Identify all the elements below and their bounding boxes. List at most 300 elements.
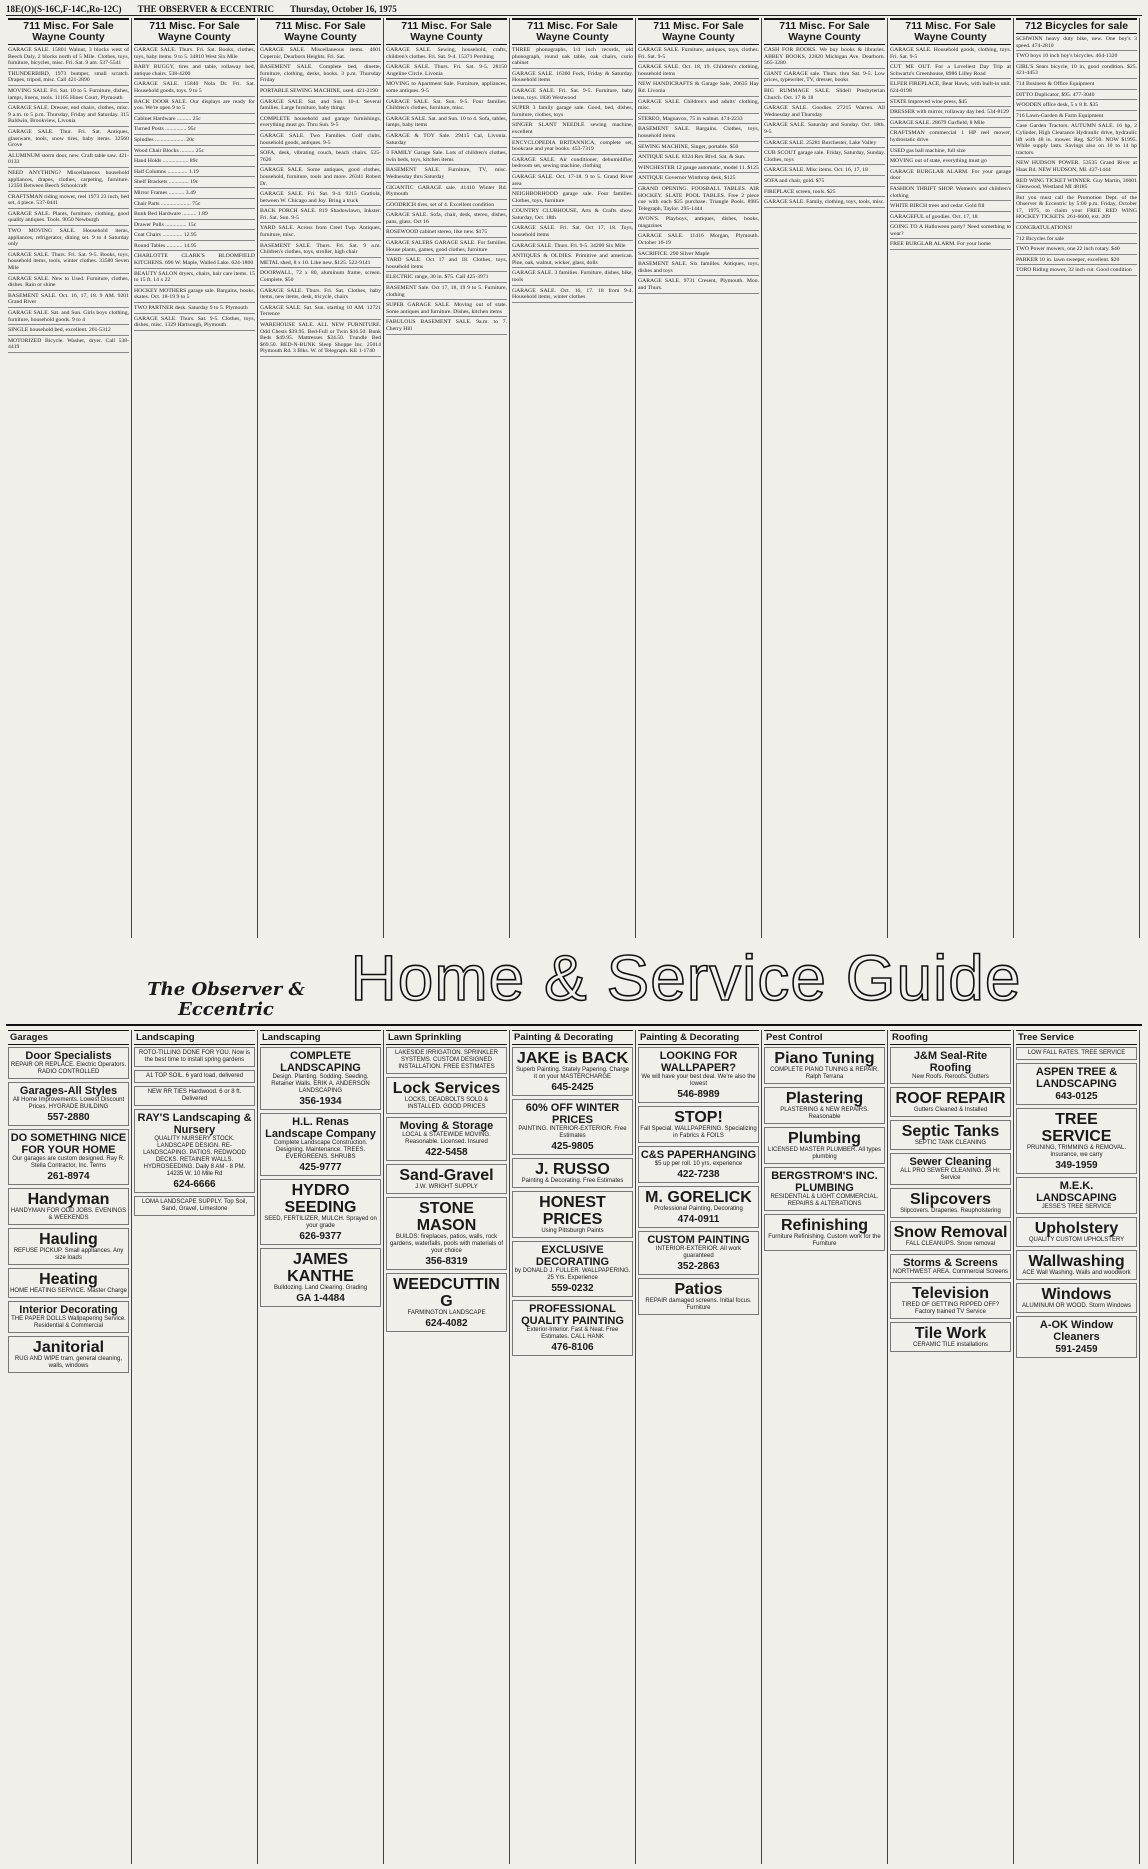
classified-ad: THREE phonographs, 1/4 inch records, old phonograph, round oak table, oak chairs, curio cabinet xyxy=(512,47,633,69)
classified-ad: ALUMINUM storm door, new. Craft table saw. 421-0133 xyxy=(8,153,129,168)
classified-ad: 714 Business & Office Equipment xyxy=(1016,81,1137,90)
service-ad-body: COMPLETE PIANO TUNING & REPAIR. Ralph Terrana xyxy=(770,1067,879,1080)
service-ad-body: ALL PRO SEWER CLEANING. 24 Hr. Service xyxy=(900,1168,1001,1181)
service-ad-body: Furniture Refinishing. Custom work for the Furniture xyxy=(768,1234,881,1247)
classified-ad: CRAFTSMAN commercial 1 HP reel mower, hydrostatic drive xyxy=(890,130,1011,145)
guide-column xyxy=(6,1030,132,1864)
classified-ad: CHARLOTTE CLARK'S BLOOMFIELD KITCHENS. 696 W. Maple, Walled Lake. 624-1800 xyxy=(134,253,255,268)
service-ad-body: Gutters Cleaned & Installed xyxy=(913,1107,988,1113)
classified-ad: ELFER FIREPLACE, Bear Hawk, with built-in unit. 624-0198 xyxy=(890,81,1011,96)
classified-ad: GARAGE SALE. Thurs. Fri. Sat. Books, clothes, toys, baby items. 9 to 5. 34810 West Six Mile xyxy=(134,47,255,62)
issue-date: Thursday, October 16, 1975 xyxy=(290,4,397,14)
classified-ad: NEIGHBORHOOD garage sale. Four families. Clothes, toys, furniture xyxy=(512,191,633,206)
service-ad-title: Septic Tanks xyxy=(901,1123,1000,1140)
classified-ad: GIRL'S Sears bicycle, 10 in, good condition. $25. 421-4453 xyxy=(1016,64,1137,79)
service-ad xyxy=(134,1086,255,1106)
service-ad-body: J.W. WRIGHT SUPPLY xyxy=(415,1184,478,1190)
service-ad-title: Sewer Cleaning xyxy=(909,1156,992,1168)
classified-ad: SOFA and chair, gold. $75 xyxy=(764,178,885,187)
classified-ad: GIANT GARAGE sale. Thurs. thru Sat. 9-5. Low prices, typewriter, TV, dresser, books xyxy=(764,71,885,86)
service-ad xyxy=(8,1228,129,1265)
classified-ad: ROSEWOOD cabinet stereo, like new. $175 xyxy=(386,229,507,238)
service-ad-body: NEW RR TIES Hardwood. 6 or 8 ft. Delivered xyxy=(147,1089,242,1102)
classified-ad: DRESSER with mirror, rollaway day bed. 534-8129 xyxy=(890,109,1011,118)
service-ad-title: CUSTOM PAINTING xyxy=(647,1234,750,1246)
classified-column xyxy=(888,18,1014,938)
service-ad-body: Fall Special. WALLPAPERING. Specializing in Fabrics & FOILS xyxy=(640,1126,757,1139)
service-ad-phone: 546-8989 xyxy=(677,1089,720,1100)
classified-ad: CUT ME OUT. For a Loveliest Day Trip at Schwartz's Greenhouse, 8986 Lilley Road xyxy=(890,64,1011,79)
classified-ad: Turned Posts ............... 95c xyxy=(134,126,255,135)
service-ad-title: JAKE is BACK xyxy=(516,1050,629,1067)
classified-ad: YARD SALE. Oct 17 and 18. Clothes, toys, household items xyxy=(386,257,507,272)
service-ad xyxy=(512,1099,633,1155)
service-ad-body: LAKESIDE IRRIGATION. SPRINKLER SYSTEMS. CUSTOM DESIGNED INSTALLATION. FREE ESTIMATES xyxy=(395,1050,498,1070)
service-ad-body: LICENSED MASTER PLUMBER. All types plumbing xyxy=(767,1147,882,1160)
classified-ad: BASEMENT SALE. Complete bed, dinette, furniture, clothing, desks, books. 3 p.m. Thursday Friday xyxy=(260,64,381,86)
classified-ad: BASEMENT SALE. Six families. Antiques, toys, dishes and toys xyxy=(638,261,759,276)
service-ad-phone: 624-6666 xyxy=(173,1179,216,1190)
classified-ad: SACRIFICE. 290 Silver Maple xyxy=(638,251,759,260)
service-ad-body: JESSE'S TREE SERVICE xyxy=(1041,1204,1112,1210)
service-ad xyxy=(764,1087,885,1124)
service-ad xyxy=(764,1167,885,1211)
guide-category-heading: Garages xyxy=(8,1030,129,1045)
service-ad-body: We will have your best deal. We're also the lowest xyxy=(641,1074,756,1087)
service-ad-phone: 425-9805 xyxy=(551,1141,594,1152)
classified-ad: CONGRATULATIONS! xyxy=(1016,225,1137,234)
service-ad-phone: 261-8974 xyxy=(47,1171,90,1182)
service-ad xyxy=(890,1087,1011,1117)
classified-ad: ANTIQUES & OLDIES. Primitive and american. Pine, oak, walnut, wicker, glass, dolls xyxy=(512,253,633,268)
guide-column xyxy=(132,1030,258,1864)
service-ad-body: LOCKS, DEADBOLTS SOLD & INSTALLED. GOOD PRICES xyxy=(404,1097,489,1110)
service-ad-body: HOME HEATING SERVICE. Master Charge xyxy=(10,1288,127,1294)
classified-column xyxy=(258,18,384,938)
service-ad-body: Our garages are custom designed. Ray R. Stella Contractor, Inc. Terms xyxy=(12,1156,125,1169)
service-ad-phone: 626-9377 xyxy=(299,1231,342,1242)
column-heading: 711 Misc. For Sale Wayne County xyxy=(512,18,633,45)
service-ad-body: LOMA LANDSCAPE SUPPLY. Top Soil, Sand, Gravel, Limestone xyxy=(141,1199,248,1212)
column-heading: 711 Misc. For Sale Wayne County xyxy=(260,18,381,45)
service-ad-phone: 474-0911 xyxy=(677,1214,720,1225)
service-ad-phone: 425-9777 xyxy=(299,1162,342,1173)
classified-ad: GOODRICH tires, set of 4. Excellent condition xyxy=(386,202,507,211)
service-ad-title: LOOKING FOR WALLPAPER? xyxy=(659,1050,738,1074)
classified-ad: STATE Improved wine press, $45 xyxy=(890,99,1011,108)
classified-ad: Hand Holds .................. 89c xyxy=(134,158,255,167)
classified-ad: 712 Bicycles for sale xyxy=(1016,236,1137,245)
service-ad-phone: 591-2459 xyxy=(1055,1344,1098,1355)
service-ad xyxy=(8,1301,129,1333)
classified-ad: MOVING out of state, everything must go xyxy=(890,158,1011,167)
service-ad-title: Wallwashing xyxy=(1028,1253,1125,1270)
service-ad xyxy=(386,1117,507,1161)
guide-column xyxy=(1014,1030,1140,1864)
classified-ad: HOCKEY MOTHERS garage sale. Bargains, books, skates. Oct. 18-19 9 to 5 xyxy=(134,288,255,303)
classified-ad: BASEMENT SALE. Furniture, TV, misc. Wednesday thru Saturday xyxy=(386,167,507,182)
guide-category-heading: Painting & Decorating xyxy=(638,1030,759,1045)
classified-ad: RED WING TICKET WINNER. Guy Martin, 36001 Glenwood, Westland MI 48185 xyxy=(1016,178,1137,193)
service-ad-title: A-OK Window Cleaners xyxy=(1039,1319,1114,1343)
classified-ad: GARAGE SALE. Furniture, antiques, toys, clothes. Fri. Sat. 9-5 xyxy=(638,47,759,62)
guide-category-heading: Landscaping xyxy=(260,1030,381,1045)
classified-ad: WOODEN office desk, 5 x 8 ft. $35 xyxy=(1016,102,1137,111)
classified-ad: GARAGE SALE. Two Families. Golf clubs, household goods, antiques. 9-5 xyxy=(260,133,381,148)
classified-ad: GARAGE SALE. Thurs. Fri. Sat. 9-5. Books, toys, household items, tools, winter clothes. 33580 Seven Mile xyxy=(8,252,129,274)
classified-ad: MOVING to Apartment Sale. Furniture, appliances, some antiques. 9-5 xyxy=(386,81,507,96)
classified-ad: Chair Parts ..................... 75c xyxy=(134,201,255,210)
service-ad-title: Lock Services xyxy=(392,1080,501,1097)
column-heading: 712 Bicycles for sale xyxy=(1016,18,1137,34)
classified-ad: GARAGE BURGLAR ALARM. For your garage door xyxy=(890,169,1011,184)
column-heading: 711 Misc. For Sale Wayne County xyxy=(386,18,507,45)
classified-ad: SINGLE household bed, excellent. 261-5312 xyxy=(8,327,129,336)
service-ad-body: LOCAL & STATEWIDE MOVING. Reasonable. Licensed. Insured xyxy=(402,1132,491,1145)
classified-ad: GARAGE SALE. Thurs. Fri. Sat. 9-5. 28150 Angeline Circle. Livonia xyxy=(386,64,507,79)
service-ad-body: RESIDENTIAL & LIGHT COMMERCIAL. REPAIRS & ALTERATIONS xyxy=(770,1194,879,1207)
classified-ad: GARAGE SALE. 25281 Burchester, Lake Valley xyxy=(764,140,885,149)
guide-column xyxy=(384,1030,510,1864)
service-ad xyxy=(890,1047,1011,1084)
classified-ad: GARAGE SALE. 15801 Walnut, 3 blocks west of Beech Daly, 2 blocks north of 5 Mile. Clothes, toys, furniture, bicycles, misc. Fri. Sat. 9 am. 537-5541 xyxy=(8,47,129,69)
paper-name: THE OBSERVER & ECCENTRIC xyxy=(137,4,275,14)
service-ad-title: Tile Work xyxy=(914,1325,987,1342)
service-ad-title: ROOF REPAIR xyxy=(895,1090,1006,1107)
service-ad-body: BUILDS: fireplaces, patios, walls, rock gardens, waterfalls, pools with materials of your choice xyxy=(389,1234,504,1254)
classified-ad: GARAGE SALE. Thurs. Fri. Sat. Clothes, baby items, new items, desk, tricycle, chairs xyxy=(260,288,381,303)
guide-category-heading: Lawn Sprinkling xyxy=(386,1030,507,1045)
classified-ad: GARAGE SALE. 3 families. Furniture, dishes, bike, tools xyxy=(512,270,633,285)
service-ad-body: ROTO-TILLING DONE FOR YOU. Now is the best time to install spring gardens xyxy=(138,1050,251,1063)
service-ad-body: Complete Landscape Construction. Designing. Maintenance. TREES. EVERGREENS. SHRUBS xyxy=(273,1140,368,1160)
service-ad-title: RAY'S Landscaping & Nursery xyxy=(137,1112,252,1136)
service-ad-body: QUALITY CUSTOM UPHOLSTERY xyxy=(1028,1237,1125,1243)
service-ad-title: Interior Decorating xyxy=(19,1304,118,1316)
service-ad xyxy=(386,1273,507,1332)
service-ad-body: Painting & Decorating. Free Estimates xyxy=(521,1178,624,1184)
service-ad-title: BERGSTROM'S INC. PLUMBING xyxy=(771,1170,878,1194)
service-ad xyxy=(134,1196,255,1216)
classified-ad: SEWING MACHINE, Singer, portable. $50 xyxy=(638,144,759,153)
classified-ad: WINCHESTER 12 gauge automatic, model 11. $125 xyxy=(638,165,759,174)
service-ad-body: REPAIR OR REPLACE. Electric Operators. RADIO CONTROLLED xyxy=(10,1062,127,1075)
service-ad-title: Plastering xyxy=(785,1090,864,1107)
classified-ad: FREE BURGLAR ALARM. For your home xyxy=(890,241,1011,250)
service-ad-title: Plumbing xyxy=(788,1130,861,1147)
classified-ad: ENCYCLOPEDIA BRITANNICA, complete set, bookcase and year books. 453-7319 xyxy=(512,140,633,155)
service-ad xyxy=(890,1282,1011,1319)
service-ad-title: Windows xyxy=(1041,1286,1112,1303)
classified-column xyxy=(132,18,258,938)
service-ad-phone: 356-1934 xyxy=(299,1096,342,1107)
classified-ad: GARAGE SALE. Sofa, chair, desk, stereo, dishes, pans, glass. Oct 16 xyxy=(386,212,507,227)
classified-ad: BABY BUGGY, tires and table, rollaway bed, antique chairs. 538-4200 xyxy=(134,64,255,79)
classified-ad: BASEMENT SALE. Bargains. Clothes, toys, household items xyxy=(638,126,759,141)
service-ad xyxy=(512,1158,633,1188)
classified-ad: GIGANTIC GARAGE sale. 41410 Winter Rd. Plymouth xyxy=(386,185,507,200)
column-heading: 711 Misc. For Sale Wayne County xyxy=(764,18,885,45)
service-ad-title: EXCLUSIVE DECORATING xyxy=(535,1244,610,1268)
service-ad-body: PLASTERING & NEW REPAIRS. Reasonable xyxy=(780,1107,869,1120)
service-ad xyxy=(134,1070,255,1083)
service-ad-body: by DONALD J. FULLER. WALLPAPERING. 25 Yrs. Experience xyxy=(514,1268,631,1281)
service-ad-title: H.L. Renas Landscape Company xyxy=(265,1116,376,1140)
service-ad xyxy=(386,1047,507,1074)
service-ad-title: TREE SERVICE xyxy=(1041,1111,1112,1145)
classified-ad: BEAUTY SALON dryers, chairs, hair care items. 15 to 15 ft. 14 x 22 xyxy=(134,271,255,286)
service-ad xyxy=(890,1322,1011,1352)
service-ad-title: Refinishing xyxy=(780,1217,869,1234)
service-ad-title: HYDRO SEEDING xyxy=(284,1182,357,1216)
classified-ad: Round Tables ........... 14.95 xyxy=(134,243,255,252)
service-ad xyxy=(638,1278,759,1315)
service-ad-body: SEPTIC TANK CLEANING xyxy=(914,1140,987,1146)
service-ad-title: HONEST PRICES xyxy=(539,1194,606,1228)
classified-column xyxy=(762,18,888,938)
service-ad-body: Bulldozing. Land Clearing. Grading xyxy=(273,1285,368,1291)
classified-ad: BACK PORCH SALE. 819 Shadowlawn, Inkster. Fri. Sat. Sun. 9-5 xyxy=(260,208,381,223)
service-ad xyxy=(260,1113,381,1176)
service-ad-phone: 422-7238 xyxy=(677,1169,720,1180)
service-ad xyxy=(134,1047,255,1067)
service-ad-body: HANDYMAN FOR ODD JOBS. EVENINGS & WEEKENDS xyxy=(10,1208,127,1221)
guide-column xyxy=(762,1030,888,1864)
service-ad xyxy=(890,1188,1011,1218)
service-ad-phone: 559-0232 xyxy=(551,1283,594,1294)
service-ad-title: Hauling xyxy=(39,1231,98,1248)
service-ad xyxy=(890,1120,1011,1150)
service-ad-title: Upholstery xyxy=(1034,1220,1119,1237)
classified-ad: METAL shed, 8 x 10. Like new. $125. 522-9141 xyxy=(260,260,381,269)
classified-ad: 3 FAMILY Garage Sale. Lots of children's clothes, twin beds, toys, kitchen items xyxy=(386,150,507,165)
section-divider xyxy=(6,1024,1142,1026)
service-ad-phone: 645-2425 xyxy=(551,1082,594,1093)
service-ad-body: REPAIR damaged screens. Initial focus. Furniture xyxy=(645,1298,752,1311)
service-ad xyxy=(764,1127,885,1164)
classified-ad: Wood Chair Blocks .......... 25c xyxy=(134,148,255,157)
service-ad-body: Superb Painting. Stately Papering. Charge it on your MASTERCHARGE xyxy=(515,1067,630,1080)
classified-ad: GOING TO A Halloween party? Need something to wear? xyxy=(890,224,1011,239)
guide-column xyxy=(510,1030,636,1864)
classified-ad: BASEMENT Sale. Oct 17, 18, 19 9 to 5. Furniture, clothing xyxy=(386,285,507,300)
service-ad-body: ACE Wall Washing. Walls and woodwork xyxy=(1022,1270,1131,1276)
service-ad xyxy=(1016,1217,1137,1247)
classified-ad: FIREPLACE screen, tools. $25 xyxy=(764,189,885,198)
service-ad xyxy=(1016,1283,1137,1313)
classified-column xyxy=(510,18,636,938)
classified-ad: ANTIQUE SALE. 8324 Rex Blvd. Sat. & Sun. xyxy=(638,154,759,163)
service-ad-body: RUG AND WIPE tram, general cleaning, walls, windows xyxy=(14,1356,123,1369)
service-ad-body: PAINTING. INTERIOR-EXTERIOR. Free Estimates xyxy=(518,1126,627,1139)
service-ad-title: Patios xyxy=(674,1281,723,1298)
column-heading: 711 Misc. For Sale Wayne County xyxy=(890,18,1011,45)
classified-ad: Drawer Pulls ............... 15c xyxy=(134,222,255,231)
service-ad xyxy=(890,1153,1011,1185)
service-ad-body: QUALITY NURSERY STOCK. LANDSCAPE DESIGN. RE-LANDSCAPING. PATIOS. REDWOOD DECKS. RETAINER WALLS. HYDROSEEDING. Daily 8 AM - 8 PM. 14235 W. 10 Mile Rd xyxy=(143,1136,246,1177)
classified-ad: TWO PARTNER desk. Saturday 9 to 5. Plymouth xyxy=(134,305,255,314)
classified-ad: CASH FOR BOOKS. We buy books & libraries. ABBEY BOOKS, 22820 Michigan Ave. Dearborn. 565-3280 xyxy=(764,47,885,69)
classified-ad: AVON'S. Playboys, antiques, dishes, books, magazines xyxy=(638,216,759,231)
classified-ad: GARAGE SALE. Oct. 17-18. 9 to 5. Grand River area xyxy=(512,174,633,189)
classified-ad: GARAGE SALE. Oct. 16, 17. 18 from 9-4. Household items, winter clothes xyxy=(512,288,633,303)
service-ad-title: Storms & Screens xyxy=(903,1257,998,1269)
classified-ad: GARAGEFUL of goodies. Oct. 17, 18 xyxy=(890,214,1011,223)
service-ad-body: Slipcovers. Draperies. Reupholstering xyxy=(900,1208,1001,1214)
service-ad-body: FARMINGTON LANDSCAPE xyxy=(407,1310,486,1316)
service-ad-title: J. RUSSO xyxy=(535,1161,610,1178)
classified-ad: GARAGE SALE. Sewing, household, crafts, children's clothes. Fri. Sat. 9-4. 15371 Pershing xyxy=(386,47,507,62)
classified-ad: FABULOUS BASEMENT SALE. 9a.m. to 7. Cherry Hill xyxy=(386,319,507,334)
service-ad xyxy=(8,1047,129,1079)
service-ad-phone: 476-8106 xyxy=(551,1342,594,1353)
classified-ad: 716 Lawn-Garden & Farm Equipment xyxy=(1016,113,1137,122)
column-heading: 711 Misc. For Sale Wayne County xyxy=(638,18,759,45)
guide-category-heading: Pest Control xyxy=(764,1030,885,1045)
service-ad xyxy=(764,1214,885,1251)
classified-ad: NEW HUDSON POWER. 53535 Grand River at Haas Rd. NEW HUDSON, MI. 437-1444 xyxy=(1016,160,1137,175)
service-ad xyxy=(1016,1047,1137,1060)
classified-ad: GARAGE SALE. Goodies. 27215 Warren. All Wednesday and Thursday xyxy=(764,105,885,120)
service-ad-title: PROFESSIONAL QUALITY PAINTING xyxy=(521,1303,624,1327)
service-ad-body: INTERIOR-EXTERIOR. All work guaranteed xyxy=(655,1246,742,1259)
service-ad xyxy=(134,1109,255,1193)
service-ad-body: All Home Improvements. Lowest Discount Prices. HYGRADE BUILDING xyxy=(12,1097,125,1110)
classified-ad: MOTORIZED Bicycle. Washer, dryer. Call 538-4419 xyxy=(8,338,129,353)
classified-ad: ELECTRIC range, 30 in. $75. Call 425-3971 xyxy=(386,274,507,283)
service-ad-body: CERAMIC TILE installations xyxy=(913,1342,988,1348)
service-ad-title: M.E.K. LANDSCAPING xyxy=(1036,1180,1117,1204)
service-ad xyxy=(386,1197,507,1270)
service-ad-title: STONE MASON xyxy=(416,1200,477,1234)
service-ad-body: A1 TOP SOIL. 6 yard load, delivered xyxy=(145,1073,244,1079)
newspaper-page xyxy=(6,4,1142,1864)
service-ad-body: FALL CLEANUPS. Snow removal xyxy=(905,1241,996,1247)
service-ad-title: Snow Removal xyxy=(893,1224,1008,1241)
service-ad xyxy=(1016,1177,1137,1214)
classified-ad: SUPER 3 family garage sale. Good, bed, dishes, furniture, clothes, toys xyxy=(512,105,633,120)
classified-ad: GARAGE SALE. Household goods, clothing, toys. Fri. Sat. 9-5 xyxy=(890,47,1011,62)
classified-ad: GARAGE SALE. Sat. Sun. starting 10 AM. 12721 Terrence xyxy=(260,305,381,320)
service-ad-title: Piano Tuning xyxy=(774,1050,875,1067)
service-ad xyxy=(1016,1108,1137,1174)
classified-ad: DOORWALL, 72 x 80, aluminum frame, screen. Complete. $50 xyxy=(260,270,381,285)
classified-ad: GARAGE SALE. Children's and adults' clothing, misc. xyxy=(638,99,759,114)
classified-ad: GARAGE SALE. Dresser, end chairs, clothes, misc. 9 a.m. to 5 p.m. Thursday, Friday and Saturday. 315 Baldwin, Brookview, Livonia xyxy=(8,105,129,127)
classified-ad: GARAGE SALE. Some antiques, good clothes, household, furniture, tools and more. 26341 Robert Dr. xyxy=(260,167,381,189)
classified-ad: SINGER SLANT NEEDLE sewing machine, excellent xyxy=(512,122,633,137)
service-ad-body: ALUMINUM OR WOOD. Storm Windows xyxy=(1021,1303,1131,1309)
classified-ad: GARAGE SALE. 15840 Nola Dr. Fri. Sat. Household goods, toys. 9 to 5 xyxy=(134,81,255,96)
service-ad xyxy=(8,1129,129,1185)
service-ad-body: $5 up per roll. 10 yrs. experience xyxy=(654,1161,743,1167)
service-ad-body: LOW FALL RATES. TREE SERVICE xyxy=(1027,1050,1126,1056)
classified-column xyxy=(6,18,132,938)
guide-column xyxy=(888,1030,1014,1864)
classified-ad: GARAGE SALE. 9731 Cresent, Plymouth. Mon. and Thurs. xyxy=(638,278,759,293)
classified-ad: GARAGE SALE. Sat. and Sun. 10 to 4. Sofa, tables, lamps, baby items xyxy=(386,116,507,131)
classified-ad: GRAND OPENING. FOOSBALL TABLES. AIR HOCKEY. SLATE POOL TABLES. Free 2 piece cue with each $25 purchase. Triangle Pools. 8985 Telegraph, Taylor. 295-1444 xyxy=(638,186,759,214)
service-ad-phone: 422-5458 xyxy=(425,1147,468,1158)
classified-column xyxy=(1014,18,1140,938)
service-ad xyxy=(638,1106,759,1143)
service-ad-title: DO SOMETHING NICE FOR YOUR HOME xyxy=(10,1132,127,1156)
classified-ad: BASEMENT SALE. Thurs. Fri. Sat. 9 a.m. Children's clothes, toys, stroller, high chair xyxy=(260,243,381,258)
service-ad-body: SEED, FERTILIZER, MULCH. Sprayed on your grade xyxy=(264,1216,377,1229)
guide-category-heading: Painting & Decorating xyxy=(512,1030,633,1045)
service-ad-body: Design. Planting. Sodding. Seeding. Retainer Walls. ERIK A. ANDERSON LANDSCAPING xyxy=(271,1074,370,1094)
classified-ad: NEW HANDICRAFTS & Garage Sale, 20635 Hay Rd. Livonia xyxy=(638,81,759,96)
classified-ad: GARAGE SALE. Sat. Sun. 9-5. Four families. Children's clothes, furniture, misc. xyxy=(386,99,507,114)
classified-ad: GARAGE SALE. Family, clothing, toys, tools, misc. xyxy=(764,199,885,208)
classified-ad: BIG RUMMAGE SALE. Slidell Presbyterian Church. Oct. 17 & 18 xyxy=(764,88,885,103)
service-ad-title: J&M Seal-Rite Roofing xyxy=(913,1050,988,1074)
classified-ad: SUPER GARAGE SALE. Moving out of state. Some antiques and furniture. Dishes, kitchen items xyxy=(386,302,507,317)
classified-ad: GARAGE SALE. Fri. Sat. 9-4. 9215 Gratiola, between W. Chicago and Joy. Bring a truck xyxy=(260,191,381,206)
classified-ad: GARAGE SALE. 16360 Fock, Friday & Saturday. Household items xyxy=(512,71,633,86)
classified-ad: USED gas ball machine, full size xyxy=(890,148,1011,157)
classified-ad: PARKER 10 in. lawn sweeper, excellent. $20 xyxy=(1016,257,1137,266)
service-ad-body: New Roofs. Reroofs. Gutters xyxy=(912,1074,989,1080)
service-ad-body: Professional Painting, Decorating xyxy=(654,1206,743,1212)
service-ad xyxy=(386,1164,507,1194)
classified-ad: GARAGE SALE. Plants, furniture, clothing, good quality antiques. Tools. 9050 Newburgh xyxy=(8,211,129,226)
service-ad xyxy=(638,1146,759,1183)
classified-ad: GARAGE SALE. Sat. and Sun. 10-4. Several families. Large furniture, baby things xyxy=(260,99,381,114)
service-ad-phone: 352-2863 xyxy=(677,1261,720,1272)
classified-ad: GARAGE & TOY Sale. 29415 Cal, Livonia. Saturday xyxy=(386,133,507,148)
service-ad-title: C&S PAPERHANGING xyxy=(640,1149,757,1161)
service-ad-phone: 643-0125 xyxy=(1055,1091,1098,1102)
guide-column xyxy=(636,1030,762,1864)
classified-ad: CRAFTSMAN riding mower, reel 1973 23 inch, bed set, 4 piece. 537-0441 xyxy=(8,194,129,209)
classified-ad: Mirror Frames ........... 3.49 xyxy=(134,190,255,199)
service-ad-title: Slipcovers xyxy=(910,1191,991,1208)
service-ad-title: 60% OFF WINTER PRICES xyxy=(525,1102,620,1126)
classified-ad: STEREO, Magnavox, 75 in walnut. 474-2233 xyxy=(638,116,759,125)
page-number: 18E(O)(S-16C,F-14C,Ro-12C) xyxy=(6,4,122,14)
service-ad-title: JAMES KANTHE xyxy=(287,1251,354,1285)
classified-ad: GARAGE SALE. 11416 Morgan, Plymouth. October 16-19 xyxy=(638,233,759,248)
service-ad-body: Exterior-Interior. Fast & Neat. Free Estimates. CALL HANK xyxy=(526,1327,619,1340)
service-ad-title: STOP! xyxy=(674,1109,723,1126)
service-ad xyxy=(1016,1063,1137,1105)
classified-ad: GARAGE SALE. New to Used. Furniture, clothes, dishes. Rain or shine xyxy=(8,276,129,291)
service-ad xyxy=(638,1047,759,1103)
service-ad-title: Television xyxy=(911,1285,990,1302)
column-heading: 711 Misc. For Sale Wayne County xyxy=(134,18,255,45)
classified-ad: SCHWINN heavy duty bike, new. One boy's 3 speed. 474-2810 xyxy=(1016,36,1137,51)
guide-category-heading: Tree Service xyxy=(1016,1030,1137,1045)
masthead xyxy=(6,4,1142,16)
guide-category-heading: Roofing xyxy=(890,1030,1011,1045)
service-ad xyxy=(512,1241,633,1297)
service-ad xyxy=(1016,1250,1137,1280)
service-ad-body: Using Pittsburgh Paints xyxy=(541,1228,604,1234)
classified-ad: TWO boys 10 inch boy's bicycles. 464-1320 xyxy=(1016,53,1137,62)
classified-ad: Bunk Bed Hardware .......... 1.89 xyxy=(134,211,255,220)
service-ad-body: REFUSE PICKUP. Small appliances. Any size loads xyxy=(13,1248,124,1261)
classified-ad: GARAGE SALE. Thurs. Fri. 9-5. 34200 Six Mile xyxy=(512,243,633,252)
service-ad xyxy=(8,1336,129,1373)
classified-ad: Spindles ..................... 20c xyxy=(134,137,255,146)
observer-eccentric-logo: The Observer & Eccentric xyxy=(147,979,305,1020)
service-ad xyxy=(8,1188,129,1225)
classified-ad: Coat Chairs .............. 12.95 xyxy=(134,232,255,241)
classified-ad: GARAGE SALE. Thur. Fri. Sat. Antiques, glassware, tools, snow tires, baby items. 32560 Grove xyxy=(8,129,129,151)
classified-ad: GARAGE SALE. Oct. 18, 19. Children's clothing, household items xyxy=(638,64,759,79)
service-ad xyxy=(638,1186,759,1228)
